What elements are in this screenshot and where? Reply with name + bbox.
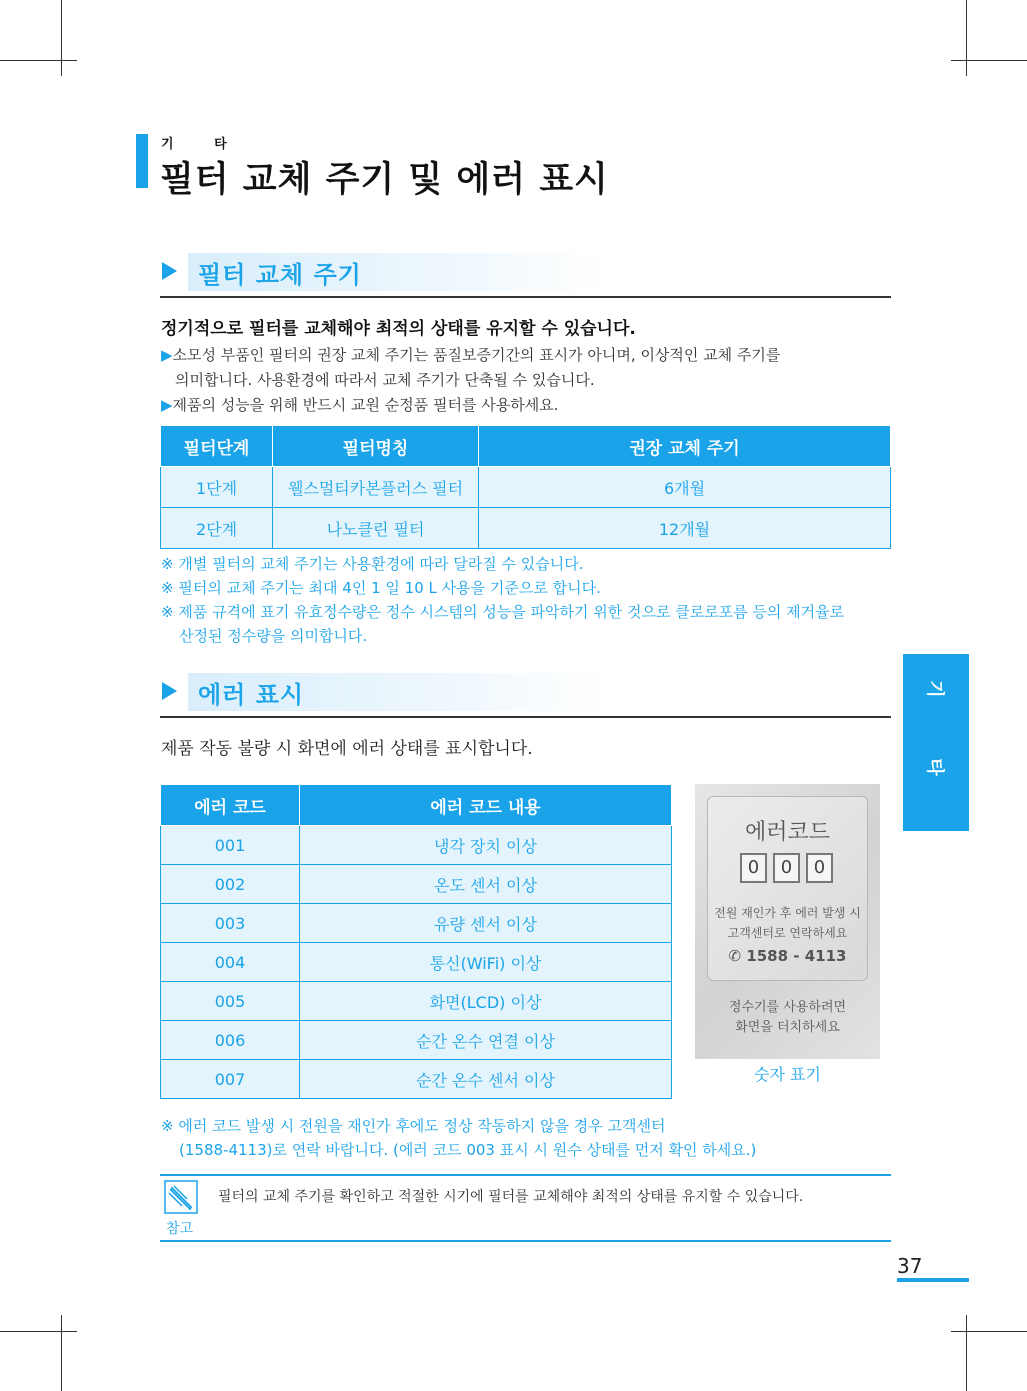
- filter-note: [161, 600, 881, 648]
- table-cell: 2단계: [161, 508, 273, 549]
- side-tab-char: 기: [924, 680, 945, 698]
- display-phone: [708, 947, 867, 965]
- crop-mark: [0, 60, 77, 61]
- bullet-text: 제품의 성능을 위해 반드시 교원 순정품 필터를 사용하세요.: [172, 396, 559, 414]
- table-cell: 화면(LCD) 이상: [300, 982, 672, 1021]
- table-cell: 순간 온수 센서 이상: [300, 1060, 672, 1099]
- table-header: 필터명칭: [273, 426, 479, 467]
- table-row: [161, 982, 672, 1021]
- crop-mark: [61, 1315, 62, 1391]
- table-cell: 003: [161, 904, 300, 943]
- digit-box: 0: [806, 853, 833, 883]
- table-header-row: [161, 426, 891, 467]
- bullet-item: [161, 393, 861, 418]
- crop-mark: [951, 60, 1027, 61]
- table-cell: 007: [161, 1060, 300, 1099]
- crop-mark: [966, 1315, 967, 1391]
- table-cell: 1단계: [161, 467, 273, 508]
- table-row: [161, 467, 891, 508]
- display-bottom-text: [695, 998, 880, 1038]
- digit-group: [740, 853, 833, 883]
- table-row: [161, 826, 672, 865]
- table-cell: 유량 센서 이상: [300, 904, 672, 943]
- display-message: 고객센터로 연락하세요: [727, 926, 848, 940]
- reference-box: [160, 1174, 891, 1242]
- filter-table: [160, 425, 891, 549]
- phone-icon: ✆: [728, 947, 742, 965]
- table-cell: 002: [161, 865, 300, 904]
- crop-mark: [951, 1331, 1027, 1332]
- table-cell: 온도 센서 이상: [300, 865, 672, 904]
- phone-number: 1588 - 4113: [746, 947, 847, 965]
- title-accent-bar: [136, 134, 148, 188]
- error-section-heading: [160, 670, 891, 718]
- table-row: [161, 1060, 672, 1099]
- digit-box: 0: [740, 853, 767, 883]
- note-text: (1588-4113)로 연락 바랍니다. (에러 코드 003 표시 시 원수 상태를 먼저 확인 하세요.): [179, 1141, 757, 1159]
- illustration-caption: 숫자 표기: [754, 1065, 821, 1084]
- crop-mark: [0, 1331, 77, 1332]
- table-header: 권장 교체 주기: [479, 426, 891, 467]
- section-heading-label: 에러 표시: [198, 681, 305, 709]
- table-row: [161, 1021, 672, 1060]
- page-number: 37: [897, 1254, 923, 1278]
- table-cell: 냉각 장치 이상: [300, 826, 672, 865]
- error-lead-text: 제품 작동 불량 시 화면에 에러 상태를 표시합니다.: [161, 739, 533, 759]
- table-cell: 나노클린 필터: [273, 508, 479, 549]
- table-cell: 6개월: [479, 467, 891, 508]
- page-title: 필터 교체 주기 및 에러 표시: [160, 160, 609, 200]
- crop-mark: [61, 0, 62, 76]
- filter-note: [161, 576, 881, 600]
- filter-lead-text: 정기적으로 필터를 교체해야 최적의 상태를 유지할 수 있습니다.: [161, 319, 636, 339]
- note-text: ※ 에러 코드 발생 시 전원을 재인가 후에도 정상 작동하지 않을 경우 고객센터: [161, 1117, 666, 1135]
- display-panel: [707, 796, 868, 981]
- table-row: [161, 904, 672, 943]
- table-cell: 통신(WiFi) 이상: [300, 943, 672, 982]
- display-bottom-line: 화면을 터치하세요: [735, 1020, 840, 1035]
- crop-mark: [966, 0, 967, 76]
- chapter-label: 기 타: [161, 137, 245, 152]
- side-tab-char: 타: [924, 758, 945, 776]
- bullet-text: 소모성 부품인 필터의 권장 교체 주기는 품질보증기간의 표시가 아니며, 이상적인 교체 주기를: [172, 346, 781, 364]
- note-text: 산정된 정수량을 의미합니다.: [179, 627, 368, 645]
- error-display-illustration: [695, 784, 880, 1059]
- display-bottom-line: 정수기를 사용하려면: [728, 1000, 847, 1015]
- side-chapter-tab: [903, 654, 969, 831]
- table-cell: 001: [161, 826, 300, 865]
- table-header: 필터단계: [161, 426, 273, 467]
- table-cell: 005: [161, 982, 300, 1021]
- error-note: [161, 1114, 881, 1162]
- bullet-mark: ▶: [161, 396, 173, 414]
- display-message: 전원 재인가 후 에러 발생 시: [714, 906, 861, 920]
- display-title: 에러코드: [744, 820, 830, 845]
- error-table: [160, 784, 672, 1099]
- table-row: [161, 865, 672, 904]
- triangle-icon: [162, 682, 177, 700]
- bullet-mark: ▶: [161, 346, 173, 364]
- reference-label: 참고: [166, 1221, 194, 1237]
- table-header: 에러 코드 내용: [300, 785, 672, 826]
- section-heading-label: 필터 교체 주기: [198, 261, 362, 289]
- table-header: 에러 코드: [161, 785, 300, 826]
- table-cell: 12개월: [479, 508, 891, 549]
- bullet-text: 의미합니다. 사용환경에 따라서 교체 주기가 단축될 수 있습니다.: [175, 371, 595, 389]
- table-cell: 004: [161, 943, 300, 982]
- table-cell: 006: [161, 1021, 300, 1060]
- triangle-icon: [162, 262, 177, 280]
- page-number-underline: [897, 1278, 969, 1282]
- bullet-item: [161, 343, 861, 393]
- table-header-row: [161, 785, 672, 826]
- pencil-note-icon: [164, 1180, 198, 1214]
- filter-section-heading: [160, 250, 891, 298]
- note-text: ※ 개별 필터의 교체 주기는 사용환경에 따라 달라질 수 있습니다.: [161, 555, 584, 573]
- digit-box: 0: [773, 853, 800, 883]
- reference-text: 필터의 교체 주기를 확인하고 적절한 시기에 필터를 교체해야 최적의 상태를 유지할 수 있습니다.: [218, 1189, 804, 1205]
- filter-note: [161, 552, 881, 576]
- table-row: [161, 508, 891, 549]
- table-cell: 웰스멀티카본플러스 필터: [273, 467, 479, 508]
- table-row: [161, 943, 672, 982]
- note-text: ※ 제품 규격에 표기 유효정수량은 정수 시스템의 성능을 파악하기 위한 것으로 클로로포름 등의 제거율로: [161, 603, 845, 621]
- table-cell: 순간 온수 연결 이상: [300, 1021, 672, 1060]
- note-text: ※ 필터의 교체 주기는 최대 4인 1 일 10 L 사용을 기준으로 합니다.: [161, 579, 601, 597]
